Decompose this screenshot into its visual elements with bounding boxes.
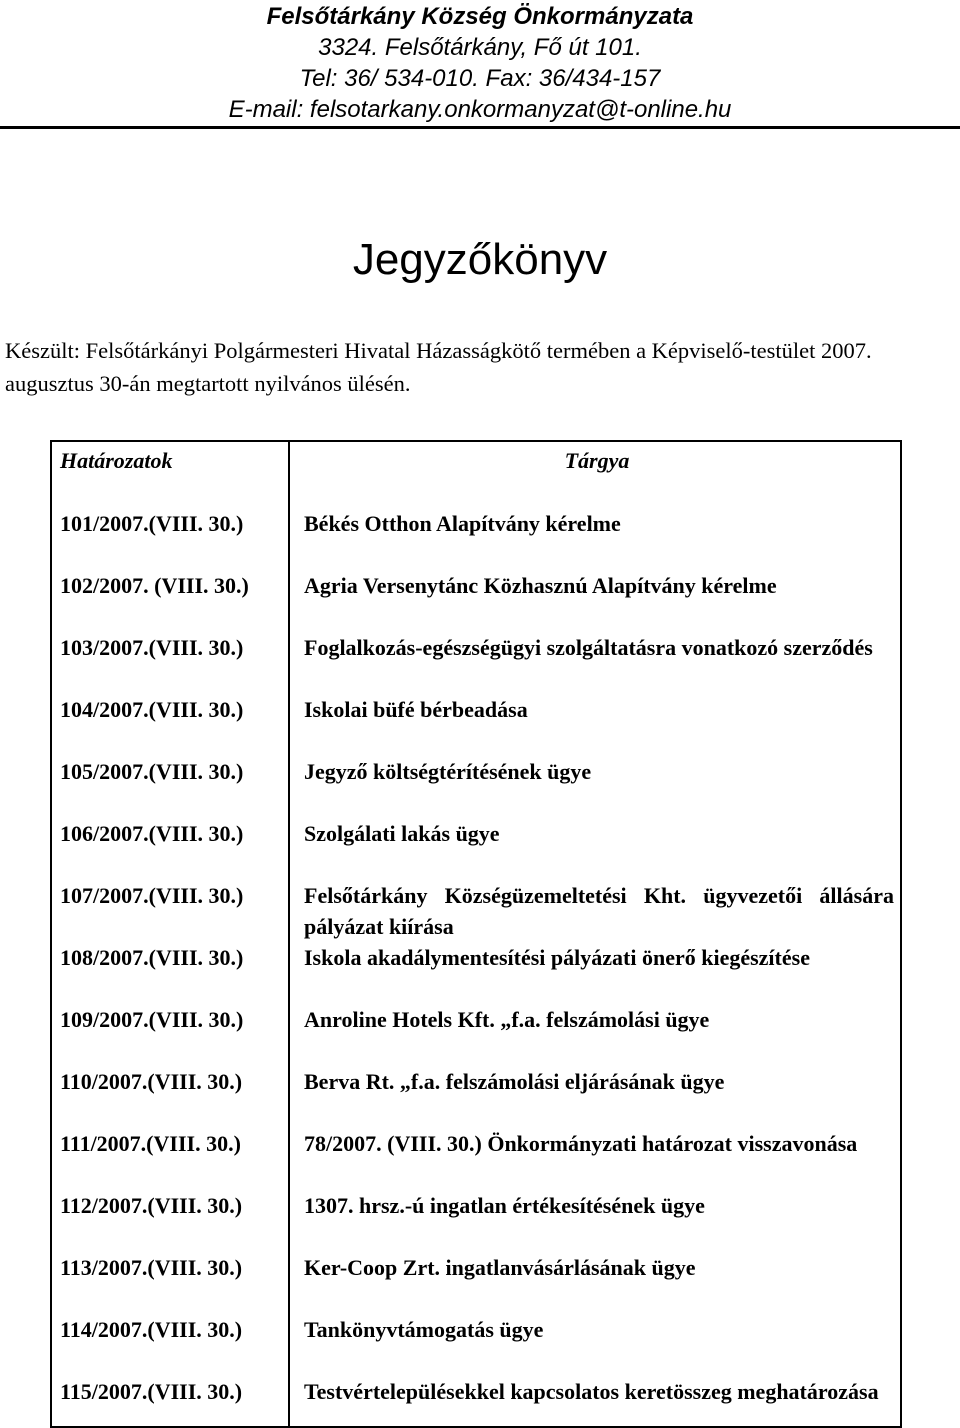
resolution-number: 101/2007.(VIII. 30.) xyxy=(60,511,244,536)
resolutions-table xyxy=(50,440,902,1428)
resolution-number: 112/2007.(VIII. 30.) xyxy=(60,1193,243,1218)
table-row xyxy=(52,1186,900,1248)
organization-name: Felsőtárkány Község Önkormányzata xyxy=(266,3,694,30)
resolution-number: 103/2007.(VIII. 30.) xyxy=(60,635,244,660)
column-header-subject: Tárgya xyxy=(564,448,630,473)
resolution-number: 102/2007. (VIII. 30.) xyxy=(60,573,249,598)
table-row xyxy=(52,938,900,1000)
letterhead xyxy=(0,0,960,125)
resolution-number: 114/2007.(VIII. 30.) xyxy=(60,1317,243,1342)
table-row xyxy=(52,1248,900,1310)
resolution-subject: Tankönyvtámogatás ügye xyxy=(304,1317,544,1342)
table-row xyxy=(52,1000,900,1062)
resolution-number: 113/2007.(VIII. 30.) xyxy=(60,1255,243,1280)
resolution-number: 104/2007.(VIII. 30.) xyxy=(60,697,244,722)
table-row xyxy=(52,1372,900,1428)
table-row xyxy=(52,628,900,690)
resolution-subject: Agria Versenytánc Közhasznú Alapítvány kérelme xyxy=(304,573,777,598)
table-row xyxy=(52,566,900,628)
resolution-number: 115/2007.(VIII. 30.) xyxy=(60,1379,243,1404)
intro-paragraph: Készült: Felsőtárkányi Polgármesteri Hivatal Házasságkötő termében a Képviselő-testület 2007. augusztus 30-án megtartott nyilvános ülésén. xyxy=(5,338,872,396)
resolution-subject: Jegyző költségtérítésének ügye xyxy=(304,759,592,784)
table-row xyxy=(52,690,900,752)
email: E-mail: felsotarkany.onkormanyzat@t-online.hu xyxy=(228,96,732,123)
resolution-subject: Foglalkozás-egészségügyi szolgáltatásra vonatkozó szerződés xyxy=(304,635,873,660)
resolution-subject: 78/2007. (VIII. 30.) Önkormányzati határozat visszavonása xyxy=(304,1131,858,1156)
resolution-number: 105/2007.(VIII. 30.) xyxy=(60,759,244,784)
document-title: Jegyzőkönyv xyxy=(352,235,608,284)
table-header-row xyxy=(52,442,900,504)
resolution-subject: Iskolai büfé bérbeadása xyxy=(304,697,528,722)
column-header-resolutions: Határozatok xyxy=(60,448,173,473)
resolution-number: 108/2007.(VIII. 30.) xyxy=(60,945,244,970)
table-row xyxy=(52,504,900,566)
address: 3324. Felsőtárkány, Fő út 101. xyxy=(318,34,642,61)
resolution-number: 110/2007.(VIII. 30.) xyxy=(60,1069,243,1094)
resolution-number: 111/2007.(VIII. 30.) xyxy=(60,1131,241,1156)
table-row xyxy=(52,1124,900,1186)
resolution-subject: Testvértelepülésekkel kapcsolatos keretösszeg meghatározása xyxy=(304,1379,879,1404)
resolution-subject: Szolgálati lakás ügye xyxy=(304,821,500,846)
resolution-number: 109/2007.(VIII. 30.) xyxy=(60,1007,244,1032)
table-row xyxy=(52,876,900,938)
resolution-subject: Iskola akadálymentesítési pályázati önerő kiegészítése xyxy=(304,945,810,970)
phone-fax: Tel: 36/ 534-010. Fax: 36/434-157 xyxy=(299,65,661,92)
resolution-subject: Berva Rt. „f.a. felszámolási eljárásának ügye xyxy=(304,1069,725,1094)
table-row xyxy=(52,1310,900,1372)
table-row xyxy=(52,1062,900,1124)
table-row xyxy=(52,814,900,876)
resolution-subject: Ker-Coop Zrt. ingatlanvásárlásának ügye xyxy=(304,1255,696,1280)
resolution-subject: 1307. hrsz.-ú ingatlan értékesítésének ügye xyxy=(304,1193,705,1218)
resolution-number: 107/2007.(VIII. 30.) xyxy=(60,883,244,908)
resolution-subject: Békés Otthon Alapítvány kérelme xyxy=(304,511,621,536)
resolution-number: 106/2007.(VIII. 30.) xyxy=(60,821,244,846)
resolution-subject: Anroline Hotels Kft. „f.a. felszámolási ügye xyxy=(304,1007,710,1032)
resolution-subject: Felsőtárkány Községüzemeltetési Kht. ügyvezetői állására pályázat kiírása xyxy=(304,883,894,939)
header-divider xyxy=(0,126,960,129)
table-row xyxy=(52,752,900,814)
